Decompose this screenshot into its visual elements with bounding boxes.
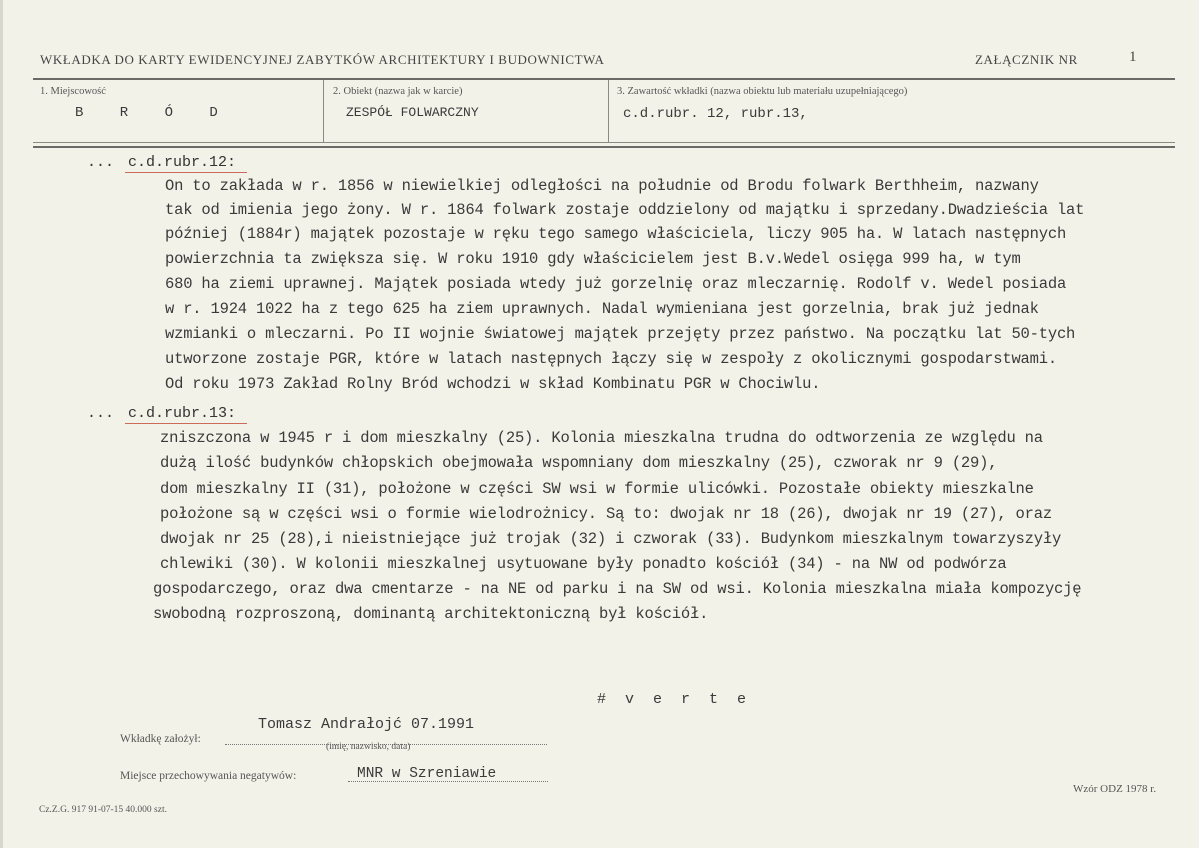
section-2-line: chlewiki (30). W kolonii mieszkalnej usytuowane były ponadto kościół (34) - na NW od podwórza (160, 555, 1007, 573)
founder-value: Tomasz Andrałojć 07.1991 (258, 716, 475, 733)
header-rule (33, 78, 1175, 80)
section-2-line: położone są w części wsi o formie wielodrożnicy. Są to: dwojak nr 18 (26), dwojak nr 19 (27), oraz (160, 505, 1052, 523)
section-2-line: dwojak nr 25 (28),i nieistniejące już trojak (32) i czworak (33). Budynkom mieszkalnym towarzyszyły (160, 530, 1062, 548)
object-label: 2. Obiekt (nazwa jak w karcie) (333, 86, 463, 97)
section-1-line: Od roku 1973 Zakład Rolny Bród wchodzi w skład Kombinatu PGR w Chociwlu. (165, 375, 821, 393)
locality-value: B R Ó D (75, 105, 232, 121)
section-2-line: gospodarczego, oraz dwa cmentarze - na NE od parku i na SW od wsi. Kolonia mieszkalna miała kompozycję (153, 580, 1082, 598)
section-1-line: później (1884r) majątek pozostaje w ręku tego samego właściciela, liczy 905 ha. W latach następnych (165, 225, 1067, 243)
section-1-line: 680 ha ziemi uprawnej. Majątek posiada wtedy już gorzelnię oraz mleczarnię. Rodolf v. Wedel posiada (165, 275, 1067, 293)
template-mark: Wzór ODZ 1978 r. (1073, 783, 1157, 795)
fields-rule-bold (33, 146, 1175, 148)
attachment-label: ZAŁĄCZNIK NR (975, 52, 1078, 67)
section-2-line: zniszczona w 1945 r i dom mieszkalny (25). Kolonia mieszkalna trudna do odtworzenia ze względu na (160, 429, 1043, 447)
section-2-heading: c.d.rubr.13: (128, 405, 237, 422)
field-divider (323, 80, 324, 142)
field-divider (608, 80, 609, 142)
founder-hint: (imię, nazwisko, data) (326, 742, 411, 752)
section-2-line: swobodną rozproszoną, dominantą architektoniczną był kościół. (153, 605, 709, 623)
fields-rule (33, 142, 1175, 143)
section-1-underline (125, 172, 247, 173)
section-2-line: dużą ilość budynków chłopskich obejmowała wspomniany dom mieszkalny (25), czworak nr 9 (29), (160, 454, 998, 472)
object-value: ZESPÓŁ FOLWARCZNY (346, 105, 479, 120)
section-1-prefix: ... (87, 154, 115, 171)
form-title: WKŁADKA DO KARTY EWIDENCYJNEJ ZABYTKÓW ARCHITEKTURY I BUDOWNICTWA (40, 52, 605, 67)
negatives-value: MNR w Szreniawie (357, 766, 497, 782)
section-2-prefix: ... (87, 405, 115, 422)
founder-label: Wkładkę założył: (120, 733, 201, 745)
section-1-line: powierzchnia ta zwiększa się. W roku 1910 gdy właścicielem jest B.v.Wedel osięga 999 ha, w tym (165, 250, 1021, 268)
section-1-line: utworzone zostaje PGR, które w latach następnych łączy się w zespoły z okolicznymi gospodarstwami. (165, 350, 1057, 368)
section-1-heading: c.d.rubr.12: (128, 154, 237, 171)
section-1-line: On to zakłada w r. 1856 w niewielkiej odległości na południe od Brodu folwark Berthheim, nazwany (165, 177, 1039, 195)
section-2-underline (125, 423, 247, 424)
print-info: Cz.Z.G. 917 91-07-15 40.000 szt. (39, 805, 167, 815)
verte-note: # v e r t e (597, 691, 752, 708)
negatives-label: Miejsce przechowywania negatywów: (120, 770, 297, 782)
contents-label: 3. Zawartość wkładki (nazwa obiektu lub materiału uzupełniającego) (617, 86, 908, 97)
attachment-number: 1 (1129, 49, 1137, 65)
section-1-line: wzmianki o mleczarni. Po II wojnie światowej majątek przejęty przez państwo. Na początku lat 50-tych (165, 325, 1076, 343)
section-1-line: tak od imienia jego żony. W r. 1864 folwark zostaje oddzielony od majątku i sprzedany.Dwadzieścia lat (165, 201, 1085, 219)
contents-value: c.d.rubr. 12, rubr.13, (623, 106, 808, 122)
locality-label: 1. Miejscowość (40, 86, 106, 97)
section-2-line: dom mieszkalny II (31), położone w części SW wsi w formie ulicówki. Pozostałe obiekty mieszkalne (160, 480, 1034, 498)
section-1-line: w r. 1924 1022 ha z tego 625 ha ziem uprawnych. Nadal wymieniana jest gorzelnia, brak już jednak (165, 300, 1039, 318)
